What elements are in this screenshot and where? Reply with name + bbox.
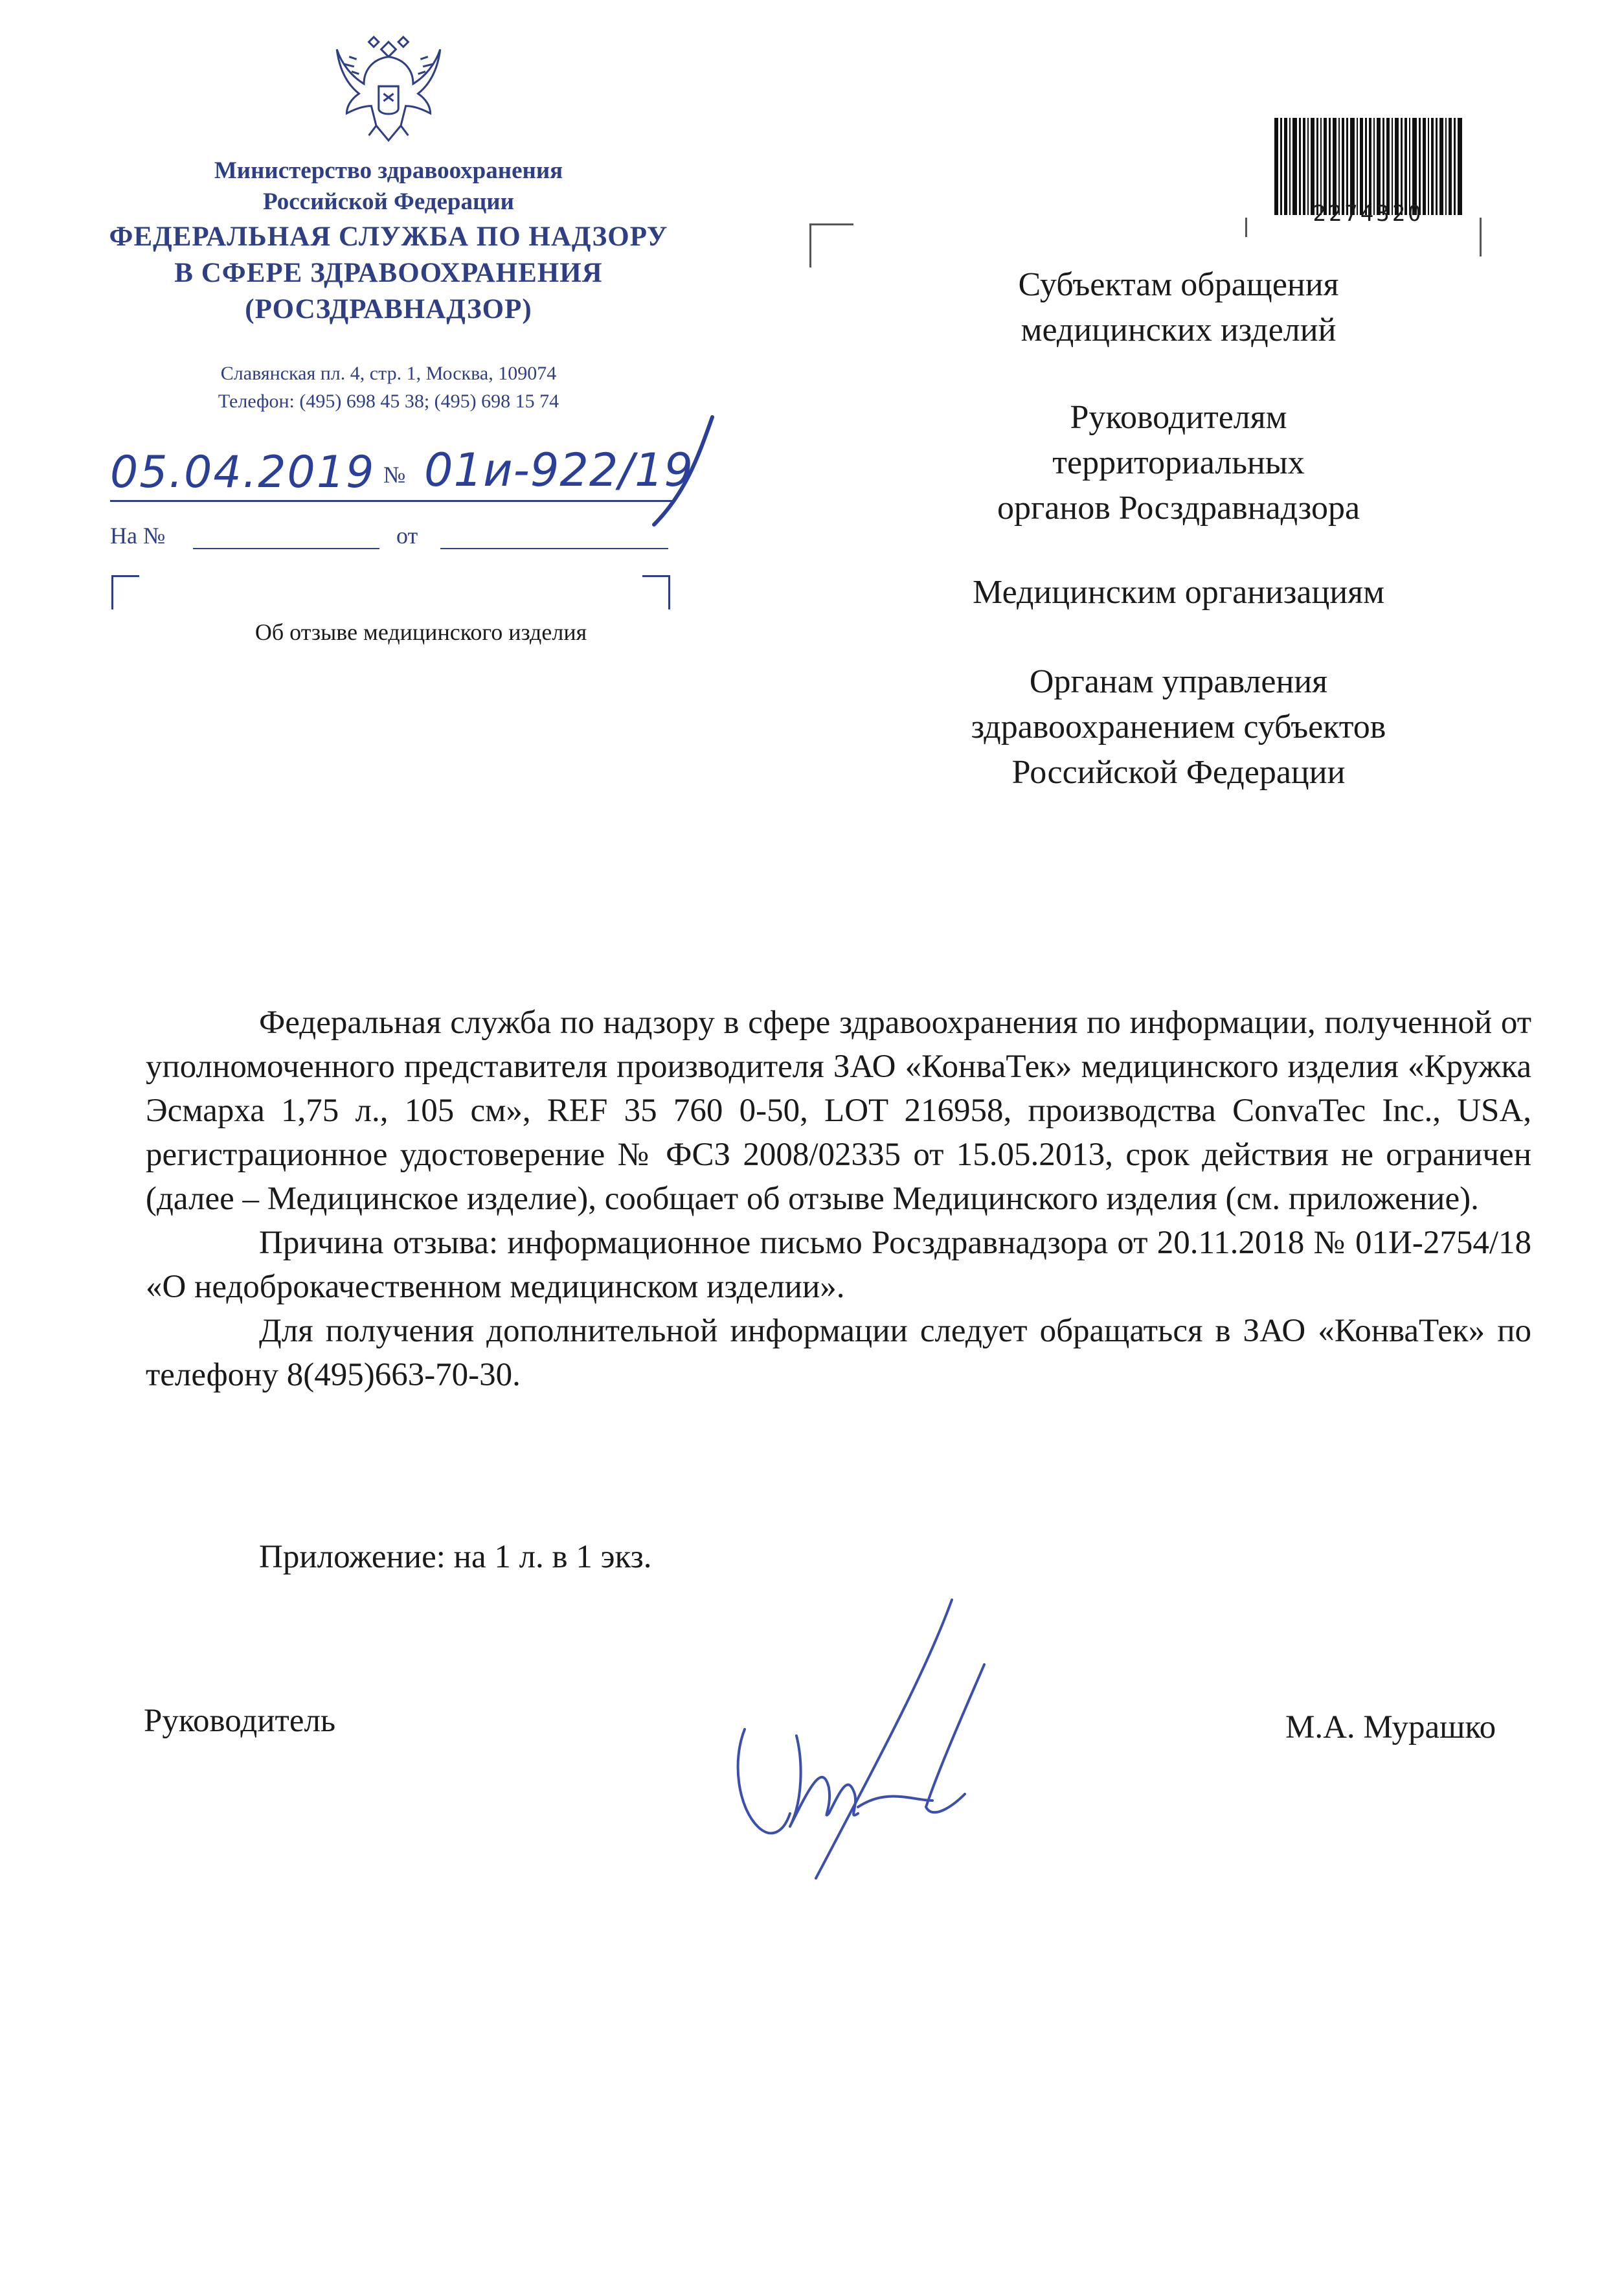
body-paragraph-contact-info: Для получения дополнительной информации следует обращаться в ЗАО «КонваТек» по телефону 8(495)663-70-30. [146, 1313, 1531, 1393]
recipient-line: Медицинским организациям [973, 574, 1384, 611]
service-line-2: В СФЕРЕ ЗДРАВООХРАНЕНИЯ [174, 258, 603, 288]
recipient-medical-device-subjects [907, 262, 1450, 353]
service-line-1: ФЕДЕРАЛЬНАЯ СЛУЖБА ПО НАДЗОРУ [109, 222, 668, 252]
recipient-line: органов Росздравнадзора [997, 490, 1360, 527]
address-field-mark-left [1245, 218, 1247, 237]
reference-date-label: от [396, 523, 418, 549]
address-field-bracket [809, 223, 853, 267]
ministry-line-2: Российской Федерации [263, 188, 514, 215]
reference-date-blank [440, 548, 668, 549]
letterhead-phone: Телефон: (495) 698 45 38; (495) 698 15 74 [218, 391, 559, 412]
reference-number-blank [193, 548, 379, 549]
recipient-line: Российской Федерации [1011, 754, 1346, 791]
registration-number: 01и-922/19 [424, 444, 694, 497]
recipient-medical-organizations [907, 570, 1450, 615]
registration-number-label: № [383, 462, 406, 488]
letter-body [146, 1001, 1531, 1397]
letter-subject: Об отзыве медицинского изделия [254, 619, 587, 645]
recipient-line: здравоохранением субъектов [971, 709, 1386, 745]
service-line-3: (РОСЗДРАВНАДЗОР) [245, 294, 532, 324]
handwritten-signature [719, 1593, 1030, 1891]
annex-note: Приложение: на 1 л. в 1 экз. [259, 1539, 652, 1575]
recipient-health-authorities [907, 659, 1450, 795]
signatory-name: М.А. Мурашко [1285, 1709, 1496, 1745]
signatory-title: Руководитель [144, 1703, 336, 1739]
recipient-line: медицинских изделий [1021, 312, 1337, 348]
subject-bracket-right [642, 575, 670, 609]
body-paragraph-recall-reason: Причина отзыва: информационное письмо Росздравнадзора от 20.11.2018 № 01И-2754/18 «О недоброкачественном медицинском изделии». [146, 1225, 1531, 1305]
letterhead-address: Славянская пл. 4, стр. 1, Москва, 109074 [220, 363, 557, 384]
recipient-line: Субъектам обращения [1018, 266, 1339, 303]
subject-bracket-left [111, 575, 139, 609]
registration-slash-stroke [641, 415, 719, 528]
barcode-number: 2274320 [1313, 201, 1424, 227]
ministry-name [130, 155, 648, 218]
body-paragraph-recall-notice: Федеральная служба по надзору в сфере здравоохранения по информации, полученной от уполномоченного представителя производителя ЗАО «КонваТек» медицинского изделия «Кружка Эсмарха 1,75 л., 105 см», REF 35 760 0-50, LOT 216958, производства ConvaTec Inc., USA, регистрационное удостоверение № ФСЗ 2008/02335 от 15.05.2013, срок действия не ограничен (далее – Медицинское изделие), сообщает об отзыве Медицинского изделия (см. приложение). [146, 1005, 1531, 1217]
recipient-line: Руководителям [1070, 399, 1287, 436]
service-name [78, 219, 699, 328]
reference-number-label: На № [110, 523, 166, 549]
recipient-territorial-heads [907, 395, 1450, 531]
recipient-line: территориальных [1052, 444, 1305, 481]
registration-date: 05.04.2019 [110, 447, 376, 498]
coat-of-arms-emblem [327, 27, 450, 150]
recipient-line: Органам управления [1029, 663, 1328, 700]
registration-underline [110, 500, 673, 502]
ministry-line-1: Министерство здравоохранения [214, 157, 563, 184]
address-field-mark-right [1480, 218, 1482, 256]
